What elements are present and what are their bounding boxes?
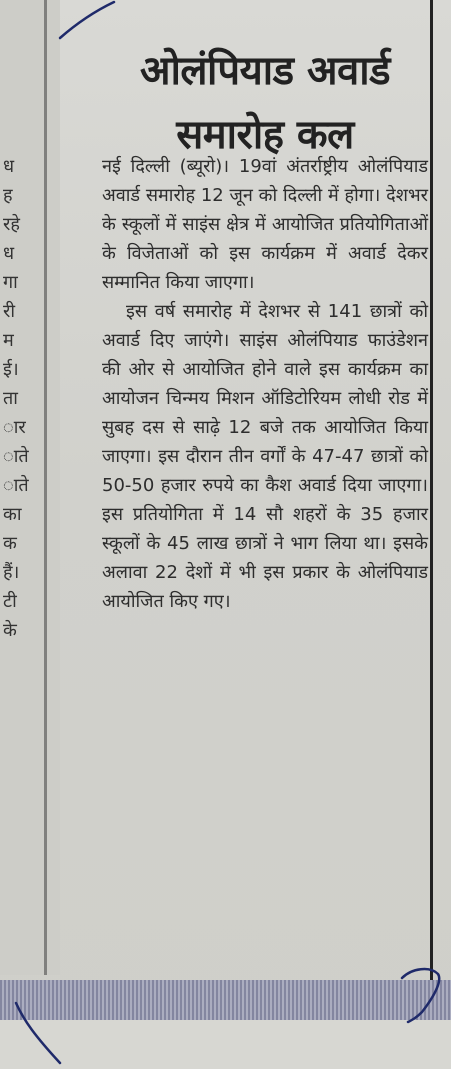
fragment-text: ध bbox=[3, 243, 15, 264]
fragment-text: ता bbox=[3, 388, 18, 409]
fragment-text: के bbox=[3, 620, 17, 641]
fragment-text: टी bbox=[3, 591, 17, 612]
fragment-text: ार bbox=[3, 417, 26, 438]
fragment-text: क bbox=[3, 533, 17, 554]
fragment-text: ध bbox=[3, 156, 15, 177]
adjacent-column-text bbox=[3, 152, 39, 645]
article-body bbox=[102, 152, 428, 616]
fragment-text: ाते bbox=[3, 475, 29, 496]
bottom-print-band bbox=[0, 980, 451, 1020]
bottom-paper-strip bbox=[0, 1020, 451, 1069]
fragment-text: म bbox=[3, 330, 14, 351]
fragment-text: हैं। bbox=[3, 562, 20, 583]
fragment-text: गा bbox=[3, 272, 18, 293]
cut-edge bbox=[44, 0, 47, 975]
pen-mark-top bbox=[58, 0, 118, 40]
article-headline: ओलंपियाड अवार्ड समारोह कल bbox=[139, 47, 391, 158]
fragment-text: ाते bbox=[3, 446, 29, 467]
fragment-text: ह bbox=[3, 185, 13, 206]
article-paragraph: नई दिल्ली (ब्यूरो)। 19वां अंतर्राष्ट्रीय ओलंपियाड अवार्ड समारोह 12 जून को दिल्ली में होगा। देशभर के स्कूलों में साइंस क्षेत्र में आयोजित प्रतियोगिताओं के विजेताओं को इस कार्यक्रम में अवार्ड देकर सम्मानित किया जाएगा। bbox=[102, 156, 428, 293]
article-paragraph: इस वर्ष समारोह में देशभर से 141 छात्रों को अवार्ड दिए जाएंगे। साइंस ओलंपियाड फाउंडेशन की ओर से आयोजित होने वाले इस कार्यक्रम का आयोजन चिन्मय मिशन ऑडिटोरियम लोधी रोड में सुबह दस से साढ़े 12 बजे तक आयोजित किया जाएगा। इस दौरान तीन वर्गों के 47-47 छात्रों को 50-50 हजार रुपये का कैश अवार्ड दिया जाएगा। इस प्रतियोगिता में 14 सौ शहरों के 35 हजार स्कूलों के 45 लाख छात्रों ने भाग लिया था। इसके अलावा 22 देशों में भी इस प्रकार के ओलंपियाड आयोजित किए गए। bbox=[102, 301, 428, 612]
fragment-text: ई। bbox=[3, 359, 19, 380]
fragment-text: री bbox=[3, 301, 16, 322]
fragment-text: रहे bbox=[3, 214, 20, 235]
fragment-text: का bbox=[3, 504, 22, 525]
